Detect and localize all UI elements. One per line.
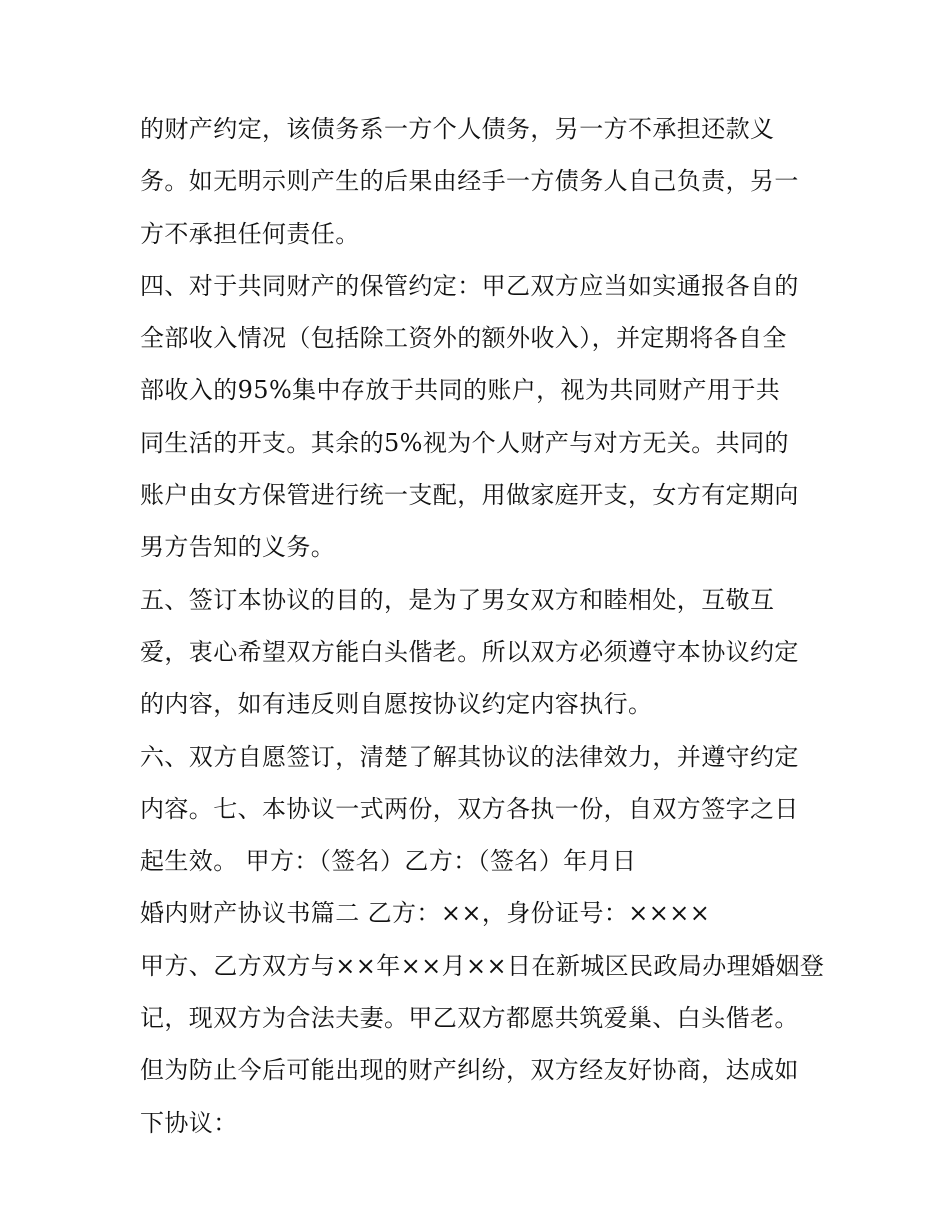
text-line: 部收入的95%集中存放于共同的账户，视为共同财产用于共: [140, 376, 781, 405]
text-line: 内容。七、本协议一式两份，双方各执一份，自双方签字之日: [140, 794, 799, 823]
text-line: 四、对于共同财产的保管约定：甲乙双方应当如实通报各自的: [140, 271, 799, 300]
text-line: 起生效。 甲方：（签名）乙方：（签名）年月日: [140, 847, 637, 876]
text-line: 下协议：: [140, 1108, 238, 1137]
text-line: 甲方、乙方双方与××年××月××日在新城区民政局办理婚姻登: [140, 951, 825, 980]
document-body: [140, 103, 825, 1149]
text-line: 的内容，如有违反则自愿按协议约定内容执行。: [140, 690, 653, 719]
text-line: 账户由女方保管进行统一支配，用做家庭开支，女方有定期向: [140, 481, 799, 510]
text-line: 婚内财产协议书篇二 乙方：××，身份证号：××××: [140, 899, 711, 928]
text-line: 记，现双方为合法夫妻。甲乙双方都愿共筑爱巢、白头偕老。: [140, 1004, 799, 1033]
text-line: 方不承担任何责任。: [140, 219, 360, 248]
text-line: 务。如无明示则产生的后果由经手一方债务人自己负责，另一: [140, 167, 799, 196]
text-line: 五、签订本协议的目的，是为了男女双方和睦相处，互敬互: [140, 585, 775, 614]
text-line: 的财产约定，该债务系一方个人债务，另一方不承担还款义: [140, 115, 775, 143]
text-line: 但为防止今后可能出现的财产纠纷，双方经友好协商，达成如: [140, 1056, 799, 1085]
text-line: 爱，衷心希望双方能白头偕老。所以双方必须遵守本协议约定: [140, 637, 799, 666]
text-line: 男方告知的义务。: [140, 533, 336, 562]
text-line: 全部收入情况（包括除工资外的额外收入），并定期将各自全: [140, 324, 787, 353]
text-line: 六、双方自愿签订，清楚了解其协议的法律效力，并遵守约定: [140, 742, 799, 771]
text-line: 同生活的开支。其余的5%视为个人财产与对方无关。共同的: [140, 428, 789, 457]
